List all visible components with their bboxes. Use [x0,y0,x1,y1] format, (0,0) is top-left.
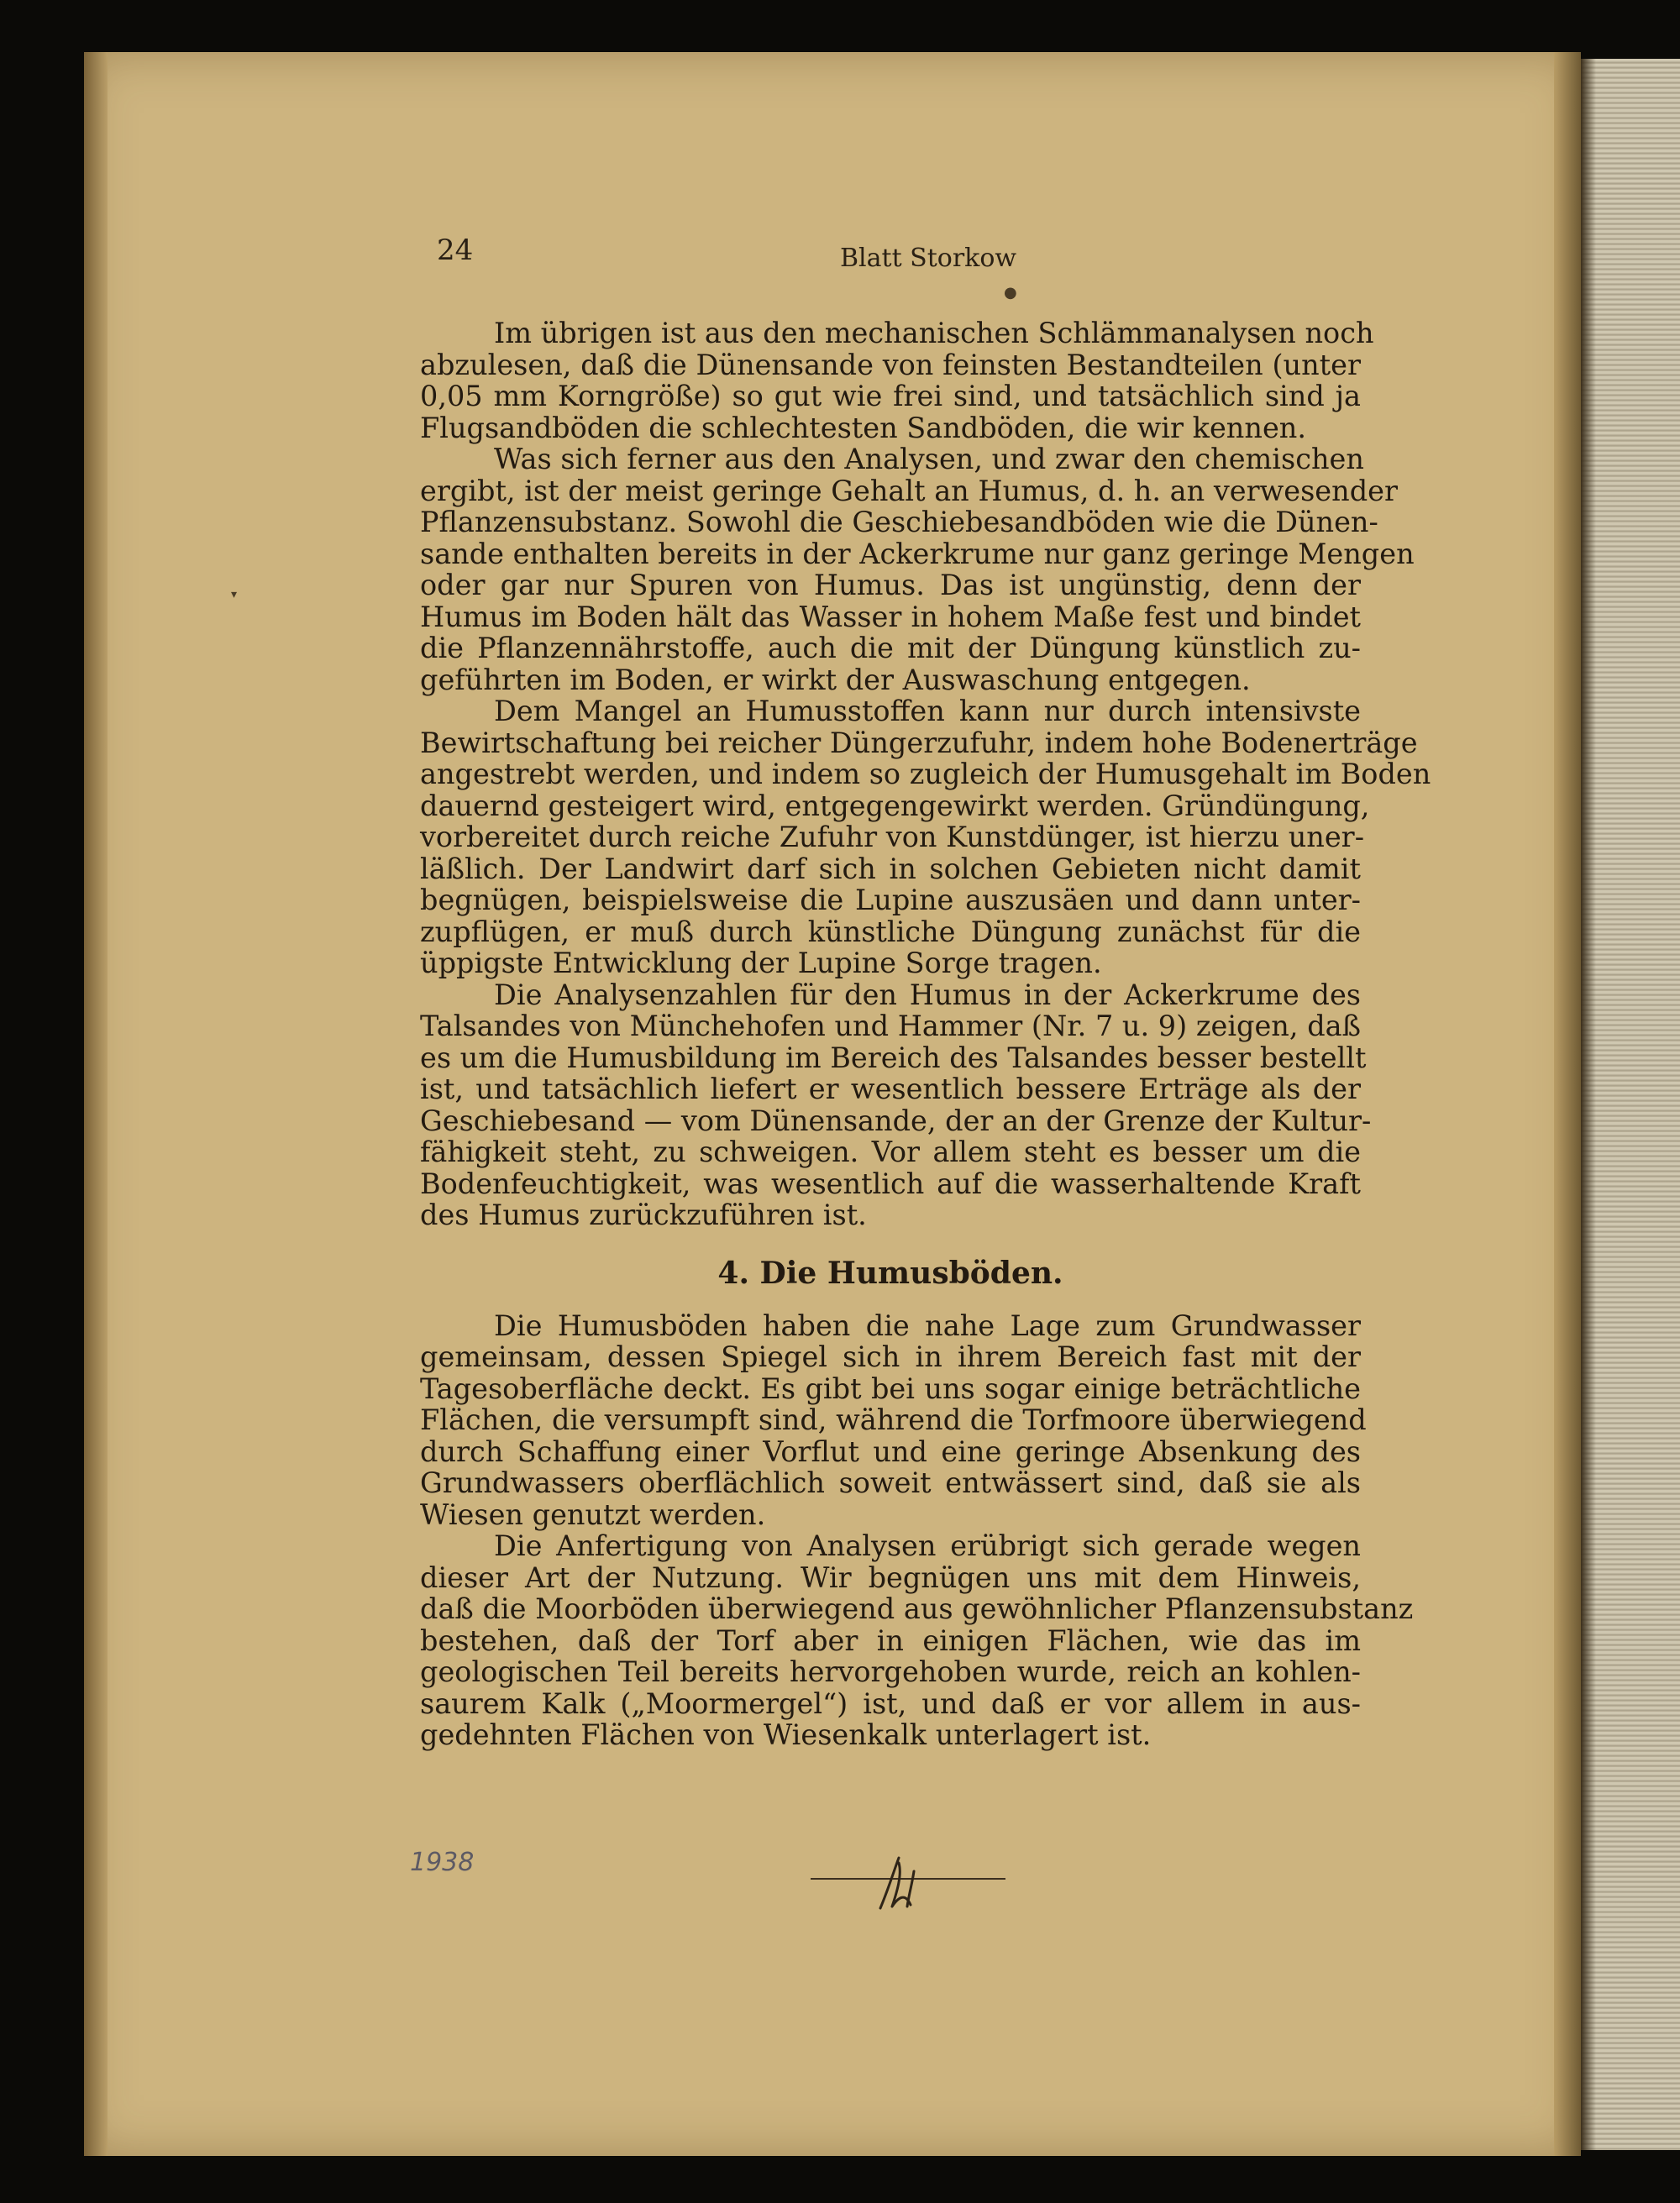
text-line: Humus im Boden hält das Wasser in hohem Maße fest und bindet [420,600,1361,633]
text-line: Flächen, die versumpft sind, während die Torfmoore überwiegend [420,1403,1367,1436]
paragraph [420,317,1374,444]
text-line: saurem Kalk („Moormergel“) ist, und daß er vor allem in aus- [420,1686,1361,1720]
text-line: läßlich. Der Landwirt darf sich in solchen Gebieten nicht damit [420,852,1361,885]
paragraph [420,1309,1367,1531]
text-line: die Pflanzennährstoffe, auch die mit der Düngung künstlich zu- [420,632,1361,664]
text-line: Was sich ferner aus den Analysen, und zwar den chemischen [494,443,1364,475]
text-line: zupflügen, er muß durch künstliche Düngung zunächst für die [420,915,1361,948]
ink-spot-icon: ● [1004,284,1017,302]
text-line: Tagesoberfläche deckt. Es gibt bei uns sogar einige beträchtliche [420,1372,1361,1405]
text-line: Dem Mangel an Humusstoffen kann nur durch intensivste [494,695,1361,727]
text-line: durch Schaffung einer Vorflut und eine geringe Absenkung des [420,1435,1361,1468]
text-line: Bewirtschaftung bei reicher Düngerzufuhr, indem hohe Bodenerträge [420,726,1418,759]
text-line: Bodenfeuchtigkeit, was wesentlich auf die wasserhaltende Kraft [420,1167,1361,1200]
text-line: oder gar nur Spuren von Humus. Das ist ungünstig, denn der [420,569,1361,601]
handwritten-mark-icon [874,1854,924,1913]
pencil-note: 1938 [410,1848,475,1877]
paragraph [420,695,1431,979]
text-line: bestehen, daß der Torf aber in einigen Flächen, wie das im [420,1623,1361,1657]
text-line: dieser Art der Nutzung. Wir begnügen uns mit dem Hinweis, [420,1560,1361,1594]
page-number: 24 [437,233,474,267]
text-line: Flugsandböden die schlechtesten Sandböden, die wir kennen. [420,411,1307,444]
running-title: Blatt Storkow [840,244,1017,273]
page-edge-left [84,52,108,2156]
text-line: vorbereitet durch reiche Zufuhr von Kunstdünger, ist hierzu uner- [420,821,1365,853]
paragraph [420,443,1415,696]
paragraph [420,978,1372,1231]
text-line: Grundwassers oberflächlich soweit entwässert sind, daß sie als [420,1466,1361,1499]
binding-shadow [1581,59,1596,2150]
text-line: dauernd gesteigert wird, entgegengewirkt werden. Gründüngung, [420,789,1370,822]
text-line: üppigste Entwicklung der Lupine Sorge tragen. [420,947,1102,979]
text-line: fähigkeit steht, zu schweigen. Vor allem steht es besser um die [420,1136,1361,1168]
text-line: geführten im Boden, er wirkt der Auswaschung entgegen. [420,663,1251,696]
text-line: geologischen Teil bereits hervorgehoben wurde, reich an kohlen- [420,1655,1361,1688]
text-line: gemeinsam, dessen Spiegel sich in ihrem Bereich fast mit der [420,1340,1361,1373]
text-line: daß die Moorböden überwiegend aus gewöhnlicher Pflanzensubstanz [420,1592,1414,1625]
ink-spot-icon: ▾ [231,588,238,601]
text-line: ergibt, ist der meist geringe Gehalt an Humus, d. h. an verwesender [420,474,1398,507]
paragraph [420,1529,1414,1751]
page-edge-right [1554,52,1581,2156]
section-heading: 4. Die Humusböden. [717,1255,1063,1291]
text-line: Talsandes von Münchehofen und Hammer (Nr. 7 u. 9) zeigen, daß [420,1010,1361,1042]
text-line: angestrebt werden, und indem so zugleich der Humusgehalt im Boden [420,758,1431,790]
text-line: begnügen, beispielsweise die Lupine auszusäen und dann unter- [420,884,1361,916]
text-line: Wiesen genutzt werden. [420,1498,766,1531]
text-line: des Humus zurückzuführen ist. [420,1199,867,1231]
text-line: gedehnten Flächen von Wiesenkalk unterlagert ist. [420,1718,1152,1751]
text-line: Geschiebesand — vom Dünensande, der an der Grenze der Kultur- [420,1104,1372,1137]
text-line: ist, und tatsächlich liefert er wesentlich bessere Erträge als der [420,1073,1361,1105]
text-line: Pflanzensubstanz. Sowohl die Geschiebesandböden wie die Dünen- [420,506,1378,538]
body-text [420,317,1431,1751]
text-line: Die Analysenzahlen für den Humus in der Ackerkrume des [494,978,1361,1011]
text-line: Die Humusböden haben die nahe Lage zum Grundwasser [494,1309,1361,1342]
text-line: abzulesen, daß die Dünensande von feinsten Bestandteilen (unter [420,348,1361,381]
text-line: 0,05 mm Korngröße) so gut wie frei sind, und tatsächlich sind ja [420,380,1361,412]
text-line: es um die Humusbildung im Bereich des Talsandes besser bestellt [420,1041,1367,1074]
text-line: Die Anfertigung von Analysen erübrigt sich gerade wegen [494,1529,1361,1562]
text-line: Im übrigen ist aus den mechanischen Schlämmanalysen noch [494,317,1374,349]
text-line: sande enthalten bereits in der Ackerkrume nur ganz geringe Mengen [420,537,1415,570]
